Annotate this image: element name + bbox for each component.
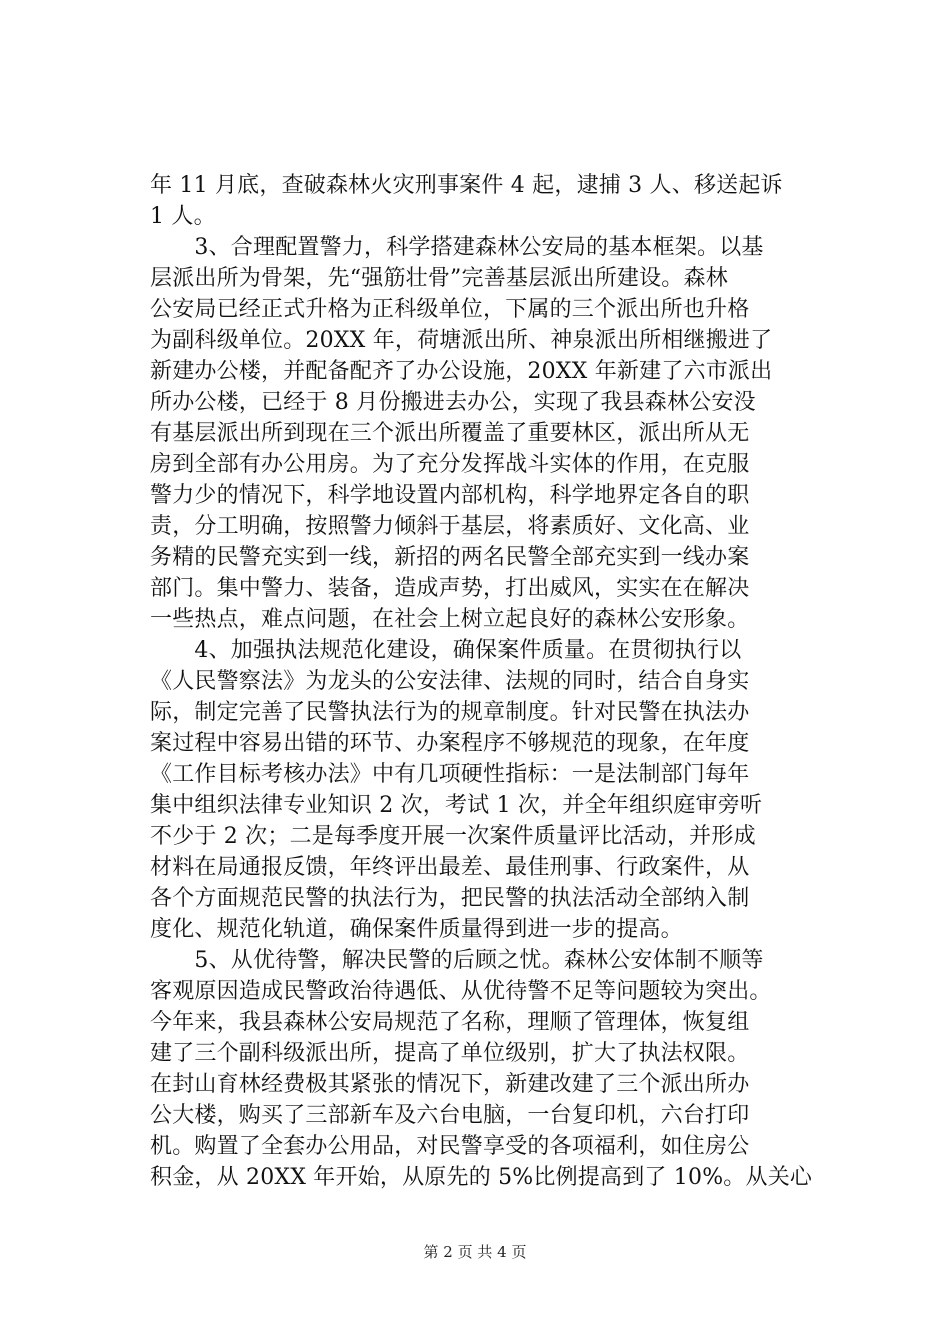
text-line: 际，制定完善了民警执法行为的规章制度。针对民警在执法办: [150, 700, 750, 725]
text-line: 有基层派出所到现在三个派出所覆盖了重要林区，派出所从无: [150, 421, 750, 446]
text-line: 案过程中容易出错的环节、办案程序不够规范的现象，在年度: [150, 731, 750, 756]
text-line: 各个方面规范民警的执法行为，把民警的执法活动全部纳入制: [150, 886, 750, 911]
text-line: 层派出所为骨架，先“强筋壮骨”完善基层派出所建设。森林: [150, 266, 728, 291]
text-line: 度化、规范化轨道，确保案件质量得到进一步的提高。: [150, 917, 683, 942]
text-line: 建了三个副科级派出所，提高了单位级别，扩大了执法权限。: [150, 1041, 750, 1066]
text-line: 所办公楼，已经于 8 月份搬进去办公，实现了我县森林公安没: [150, 390, 756, 415]
text-line: 部门。集中警力、装备，造成声势，打出威风，实实在在解决: [150, 576, 750, 601]
text-line: 警力少的情况下，科学地设置内部机构，科学地界定各自的职: [150, 483, 750, 508]
text-line: 今年来，我县森林公安局规范了名称，理顺了管理体，恢复组: [150, 1010, 750, 1035]
text-line: 房到全部有办公用房。为了充分发挥战斗实体的作用，在克服: [150, 452, 750, 477]
text-line: 5、从优待警，解决民警的后顾之忧。森林公安体制不顺等: [150, 948, 764, 973]
text-line: 新建办公楼，并配备配齐了办公设施，20XX 年新建了六市派出: [150, 359, 773, 384]
text-line: 积金，从 20XX 年开始，从原先的 5%比例提高到了 10%。从关心: [150, 1165, 813, 1190]
text-line: 材料在局通报反馈，年终评出最差、最佳刑事、行政案件，从: [150, 855, 750, 880]
text-line: 3、合理配置警力，科学搭建森林公安局的基本框架。以基: [150, 235, 764, 260]
text-line: 公安局已经正式升格为正科级单位，下属的三个派出所也升格: [150, 297, 750, 322]
text-line: 不少于 2 次；二是每季度开展一次案件质量评比活动，并形成: [150, 824, 756, 849]
text-line: 客观原因造成民警政治待遇低、从优待警不足等问题较为突出。: [150, 979, 772, 1004]
text-line: 4、加强执法规范化建设，确保案件质量。在贯彻执行以: [150, 638, 742, 663]
text-line: 机。购置了全套办公用品，对民警享受的各项福利，如住房公: [150, 1134, 750, 1159]
text-line: 《工作目标考核办法》中有几项硬性指标：一是法制部门每年: [150, 762, 750, 787]
text-line: 务精的民警充实到一线，新招的两名民警全部充实到一线办案: [150, 545, 750, 570]
text-line: 《人民警察法》为龙头的公安法律、法规的同时，结合自身实: [150, 669, 750, 694]
text-line: 年 11 月底，查破森林火灾刑事案件 4 起，逮捕 3 人、移送起诉: [150, 173, 783, 198]
text-line: 1 人。: [150, 204, 216, 229]
body-text: [150, 170, 840, 1193]
text-line: 责，分工明确，按照警力倾斜于基层，将素质好、文化高、业: [150, 514, 750, 539]
text-line: 集中组织法律专业知识 2 次，考试 1 次，并全年组织庭审旁听: [150, 793, 763, 818]
text-line: 一些热点，难点问题，在社会上树立起良好的森林公安形象。: [150, 607, 750, 632]
text-line: 公大楼，购买了三部新车及六台电脑，一台复印机，六台打印: [150, 1103, 750, 1128]
text-line: 在封山育林经费极其紧张的情况下，新建改建了三个派出所办: [150, 1072, 750, 1097]
page-footer: 第 2 页 共 4 页: [423, 1243, 527, 1261]
text-line: 为副科级单位。20XX 年，荷塘派出所、神泉派出所相继搬进了: [150, 328, 773, 353]
